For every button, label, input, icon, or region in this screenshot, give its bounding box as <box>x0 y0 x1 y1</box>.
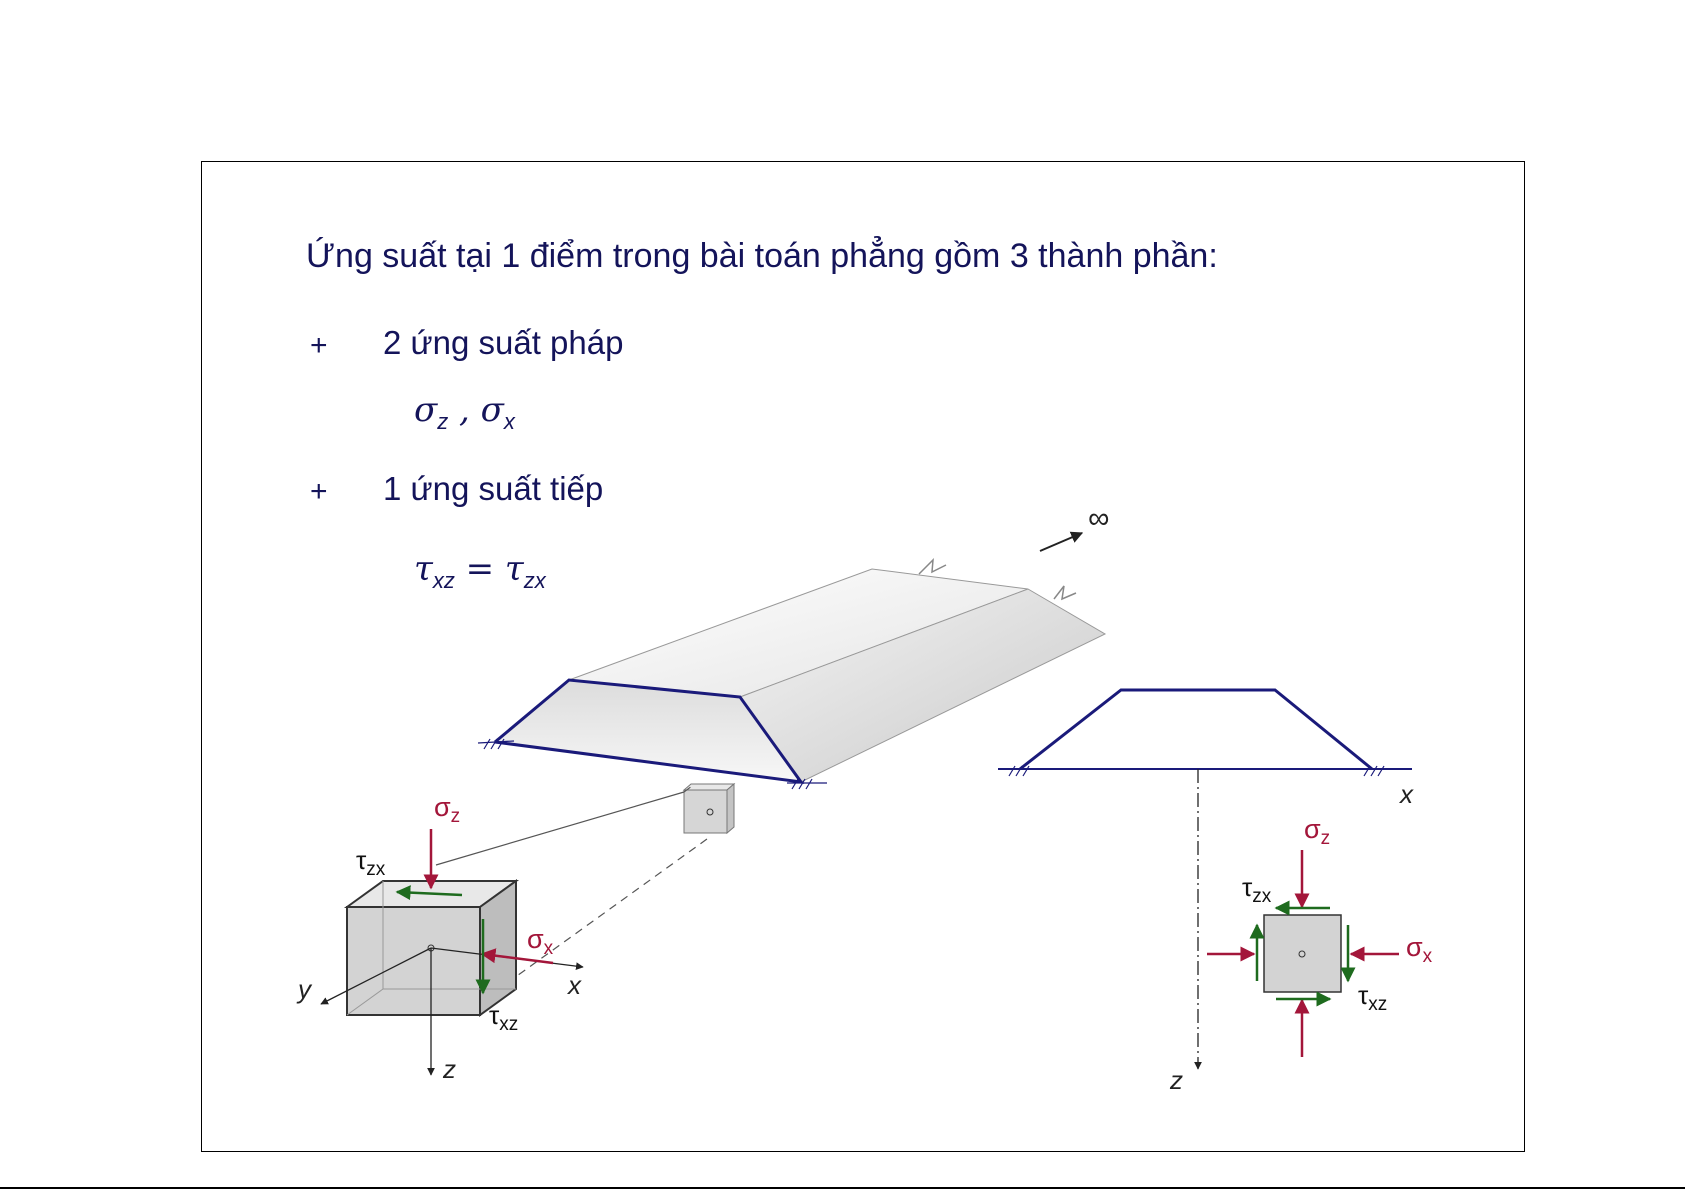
cross-section <box>998 690 1433 1095</box>
stress-diagram <box>202 162 1524 1151</box>
cube-tau-xz-label: τxz <box>489 1000 519 1035</box>
infinity-arrow <box>1040 533 1082 551</box>
axis-y-label: y <box>298 974 311 1004</box>
section-sigma-x-label: σx <box>1406 932 1433 967</box>
axis-x-label: x <box>568 970 581 1000</box>
bullet-marker-normal: + <box>310 329 328 362</box>
page-bottom-rule <box>0 1187 1685 1189</box>
cube-sigma-z-label: σz <box>434 792 461 827</box>
zoom-line-lower <box>496 839 707 991</box>
section-profile <box>1020 690 1372 769</box>
slide-title: Ứng suất tại 1 điểm trong bài toán phẳng gồm 3 thành phần: <box>306 237 1218 275</box>
section-axis-x-label: x <box>1400 779 1413 809</box>
zoom-line-upper <box>436 792 684 865</box>
section-sigma-z-label: σz <box>1304 814 1331 849</box>
section-tau-xz-label: τxz <box>1358 980 1388 1015</box>
break-line-top <box>919 560 946 574</box>
embankment-3d <box>478 502 1109 789</box>
cube-sigma-x-label: σx <box>527 924 554 959</box>
bullet-marker-shear: + <box>310 475 328 508</box>
section-hatch-left <box>1009 766 1029 776</box>
section-element <box>1264 915 1341 992</box>
small-element <box>684 784 734 833</box>
stress-cube <box>296 792 583 1084</box>
formula-shear-stress: $\tau_{xz} = \tau_{zx}$ <box>414 549 546 593</box>
slide-frame <box>201 161 1525 1152</box>
bullet-label-normal-stress: 2 ứng suất pháp <box>383 324 624 361</box>
bullet-label-shear-stress: 1 ứng suất tiếp <box>383 470 604 507</box>
axis-z-label: z <box>443 1054 456 1084</box>
cube-tau-zx-label: τzx <box>356 845 386 880</box>
section-hatch-right <box>1364 766 1384 776</box>
infinity-symbol: ∞ <box>1088 502 1110 535</box>
formula-normal-stress: $\sigma_z$ , $\sigma_x$ <box>414 390 515 434</box>
cube-front-face <box>347 907 480 1015</box>
section-axis-z-label: z <box>1170 1065 1183 1095</box>
break-line-slope <box>1054 586 1076 599</box>
section-tau-zx-label: τzx <box>1242 872 1272 907</box>
